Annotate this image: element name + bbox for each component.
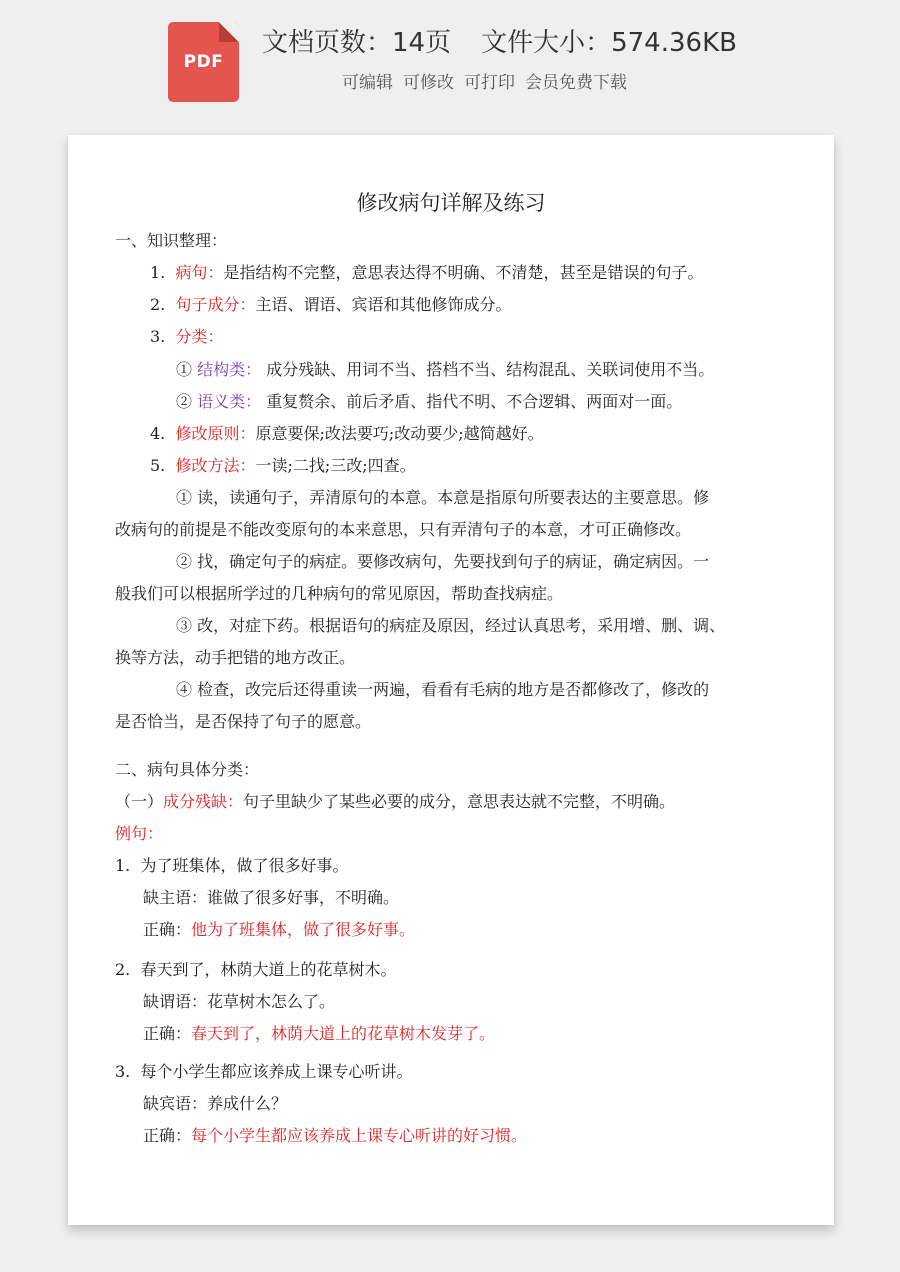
example-2-correction: 正确：春天到了，林荫大道上的花草树木发芽了。 xyxy=(143,1024,496,1043)
term-label: 分类： xyxy=(175,327,224,346)
knowledge-item-5: 5. 修改方法：一读;二找;三改;四查。 xyxy=(150,456,416,475)
knowledge-item-3: 3. 分类： xyxy=(150,327,224,346)
term-label: 病句： xyxy=(175,263,224,282)
feature-editable: 可编辑 xyxy=(342,73,393,93)
method-check-line2: 是否恰当，是否保持了句子的愿意。 xyxy=(115,712,372,731)
example-3-correction: 正确：每个小学生都应该养成上课专心听讲的好习惯。 xyxy=(143,1126,528,1145)
knowledge-item-2: 2. 句子成分：主语、谓语、宾语和其他修饰成分。 xyxy=(150,295,512,314)
example-3-sentence: 3. 每个小学生都应该养成上课专心听讲。 xyxy=(115,1062,413,1081)
example-1-sentence: 1. 为了班集体，做了很多好事。 xyxy=(115,856,349,875)
page-count: 文档页数：14页 xyxy=(262,28,452,58)
feature-list xyxy=(342,68,627,93)
pdf-file-icon xyxy=(168,22,239,102)
term-label: 修改原则： xyxy=(175,424,256,443)
term-label: 结构类： xyxy=(197,360,262,379)
file-meta xyxy=(262,22,737,59)
category-semantic: ② 语义类： 重复赘余、前后矛盾、指代不明、不合逻辑、两面对一面。 xyxy=(176,392,683,411)
pdf-icon-label: PDF xyxy=(183,52,224,72)
section1-heading: 一、知识整理： xyxy=(115,231,228,250)
method-read-line1: ① 读，读通句子，弄清原句的本意。本意是指原句所要表达的主要意思。修 xyxy=(176,488,710,507)
category-incomplete: （一）成分残缺：句子里缺少了某些必要的成分，意思表达就不完整，不明确。 xyxy=(115,792,676,811)
category-structural: ① 结构类： 成分残缺、用词不当、搭档不当、结构混乱、关联词使用不当。 xyxy=(176,360,715,379)
example-1-correction: 正确：他为了班集体，做了很多好事。 xyxy=(143,920,416,939)
download-header xyxy=(0,0,900,130)
example-1-issue: 缺主语：谁做了很多好事，不明确。 xyxy=(143,888,400,907)
term-label: 成分残缺： xyxy=(163,792,244,811)
knowledge-item-4: 4. 修改原则：原意要保;改法要巧;改动要少;越简越好。 xyxy=(150,424,544,443)
feature-modifiable: 可修改 xyxy=(403,73,454,93)
method-fix-line1: ③ 改，对症下药。根据语句的病症及原因，经过认真思考，采用增、删、调、 xyxy=(176,616,726,635)
method-read-line2: 改病句的前提是不能改变原句的本来意思，只有弄清句子的本意，才可正确修改。 xyxy=(115,520,692,539)
knowledge-item-1: 1. 病句：是指结构不完整，意思表达得不明确、不清楚，甚至是错误的句子。 xyxy=(150,263,704,282)
term-label: 修改方法： xyxy=(175,456,256,475)
feature-member-download: 会员免费下载 xyxy=(525,73,627,93)
term-label: 语义类： xyxy=(197,392,262,411)
example-2-issue: 缺谓语：花草树木怎么了。 xyxy=(143,992,336,1011)
method-check-line1: ④ 检查，改完后还得重读一两遍，看看有毛病的地方是否都修改了，修改的 xyxy=(176,680,710,699)
example-2-sentence: 2. 春天到了，林荫大道上的花草树木。 xyxy=(115,960,397,979)
term-label: 句子成分： xyxy=(175,295,256,314)
method-fix-line2: 换等方法，动手把错的地方改正。 xyxy=(115,648,356,667)
example-3-issue: 缺宾语：养成什么？ xyxy=(143,1094,288,1113)
document-title: 修改病句详解及练习 xyxy=(356,191,546,215)
method-find-line1: ② 找，确定句子的病症。要修改病句，先要找到句子的病证，确定病因。一 xyxy=(176,552,710,571)
section2-heading: 二、病句具体分类： xyxy=(115,760,260,779)
file-size: 文件大小：574.36KB xyxy=(481,28,737,58)
example-label: 例句： xyxy=(115,824,164,843)
feature-printable: 可打印 xyxy=(464,73,515,93)
method-find-line2: 般我们可以根据所学过的几种病句的常见原因，帮助查找病症。 xyxy=(115,584,564,603)
document-page xyxy=(68,135,834,1225)
